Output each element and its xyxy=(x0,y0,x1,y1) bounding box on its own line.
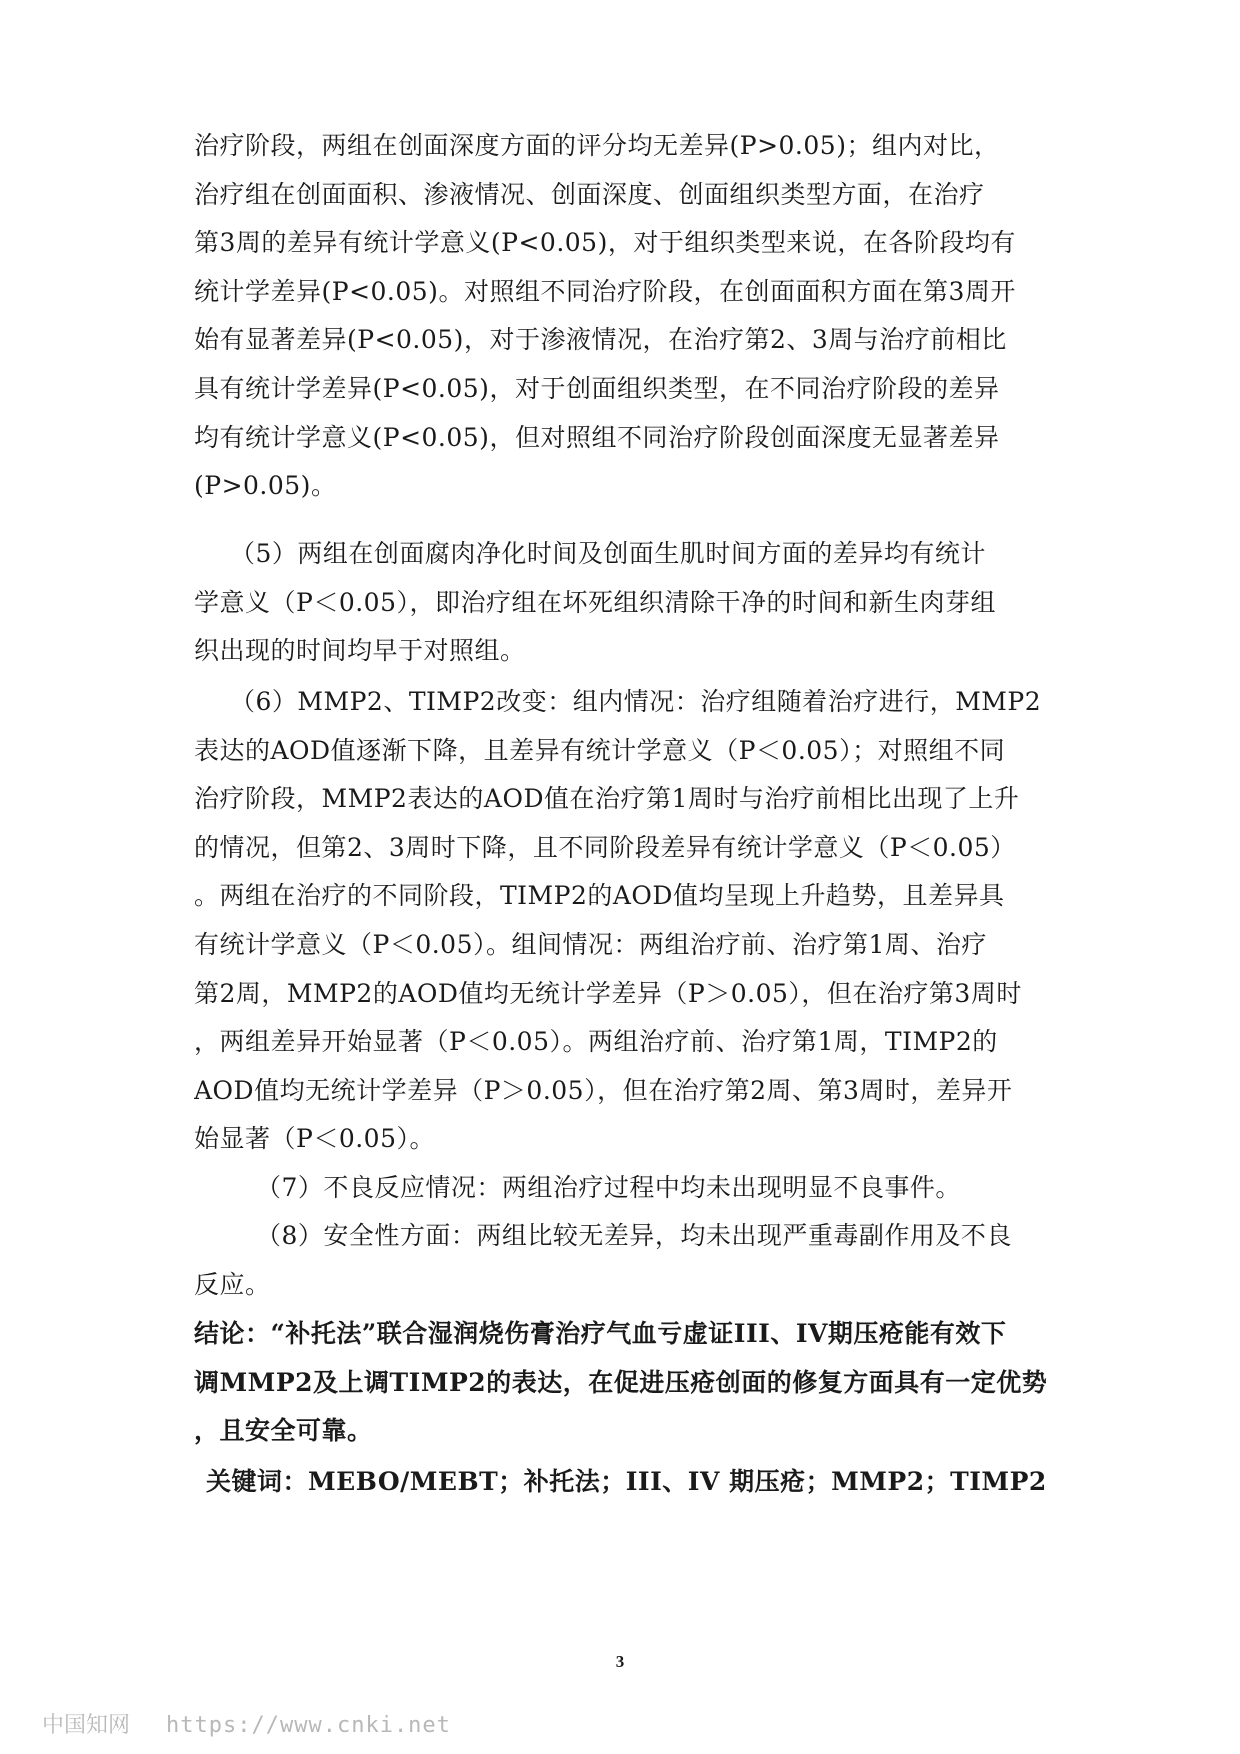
watermark-brand: 中国知网 xyxy=(42,1713,131,1738)
text-line: 调MMP2及上调TIMP2的表达，在促进压疮创面的修复方面具有一定优势 xyxy=(194,1367,1048,1397)
text-line: 表达的AOD值逐渐下降，且差异有统计学意义（P＜0.05）；对照组不同 xyxy=(194,735,1006,765)
text-line: 始有显著差异(P<0.05)，对于渗液情况，在治疗第2、3周与治疗前相比 xyxy=(194,325,1007,355)
page-number: 3 xyxy=(615,1652,625,1671)
paragraph-item-6 xyxy=(194,678,1054,1164)
text-line: ，两组差异开始显著（P＜0.05）。两组治疗前、治疗第1周，TIMP2的 xyxy=(194,1027,998,1057)
text-line: 治疗阶段，MMP2表达的AOD值在治疗第1周时与治疗前相比出现了上升 xyxy=(194,784,1020,814)
watermark-site: https://www.cnki.net xyxy=(166,1713,451,1738)
text-line: 治疗组在创面面积、渗液情况、创面深度、创面组织类型方面，在治疗 xyxy=(194,179,985,209)
text-line: 学意义（P＜0.05），即治疗组在坏死组织清除干净的时间和新生肉芽组 xyxy=(194,587,996,617)
paragraph-item-8 xyxy=(194,1212,1054,1309)
text-line: 统计学差异(P<0.05)。对照组不同治疗阶段，在创面面积方面在第3周开 xyxy=(194,276,1016,306)
text-line: 关键词：MEBO/MEBT；补托法；III、IV 期压疮；MMP2；TIMP2 xyxy=(206,1467,1047,1496)
text-line: 均有统计学意义(P<0.05)，但对照组不同治疗阶段创面深度无显著差异 xyxy=(194,422,1000,452)
text-line: 治疗阶段，两组在创面深度方面的评分均无差异(P>0.05)；组内对比， xyxy=(194,131,1000,160)
text-line: （5）两组在创面腐肉净化时间及创面生肌时间方面的差异均有统计 xyxy=(230,539,986,568)
text-line: 的情况，但第2、3周时下降，且不同阶段差异有统计学意义（P＜0.05） xyxy=(194,832,1016,862)
text-line: 结论：“补托法”联合湿润烧伤膏治疗气血亏虚证III、IV期压疮能有效下 xyxy=(194,1319,1007,1348)
text-line: 始显著（P＜0.05）。 xyxy=(194,1124,435,1154)
text-line: ，且安全可靠。 xyxy=(194,1416,373,1446)
text-line: AOD值均无统计学差异（P＞0.05），但在治疗第2周、第3周时，差异开 xyxy=(194,1075,1013,1105)
text-line: 织出现的时间均早于对照组。 xyxy=(194,636,526,666)
text-line: 有统计学意义（P＜0.05）。组间情况：两组治疗前、治疗第1周、治疗 xyxy=(194,929,987,959)
text-line: （6）MMP2、TIMP2改变：组内情况：治疗组随着治疗进行，MMP2 xyxy=(230,687,1042,716)
paragraph-results-continued xyxy=(194,122,1054,511)
text-line: 。两组在治疗的不同阶段，TIMP2的AOD值均呈现上升趋势，且差异具 xyxy=(194,881,1005,911)
cnki-watermark xyxy=(42,1708,451,1739)
text-line: 反应。 xyxy=(194,1269,271,1299)
paragraph-keywords xyxy=(206,1458,1066,1507)
text-line: 第2周，MMP2的AOD值均无统计学差异（P＞0.05），但在治疗第3周时 xyxy=(194,978,1022,1008)
text-line: 第3周的差异有统计学意义(P<0.05)，对于组织类型来说，在各阶段均有 xyxy=(194,228,1016,258)
paragraph-item-5 xyxy=(194,530,1054,676)
text-line: 具有统计学差异(P<0.05)，对于创面组织类型，在不同治疗阶段的差异 xyxy=(194,373,1000,403)
text-line: （8）安全性方面：两组比较无差异，均未出现严重毒副作用及不良 xyxy=(256,1221,1012,1250)
text-line: （7）不良反应情况：两组治疗过程中均未出现明显不良事件。 xyxy=(256,1173,961,1202)
paragraph-conclusion xyxy=(194,1310,1054,1456)
paragraph-item-7 xyxy=(194,1164,1054,1213)
text-line: (P>0.05)。 xyxy=(194,471,337,501)
